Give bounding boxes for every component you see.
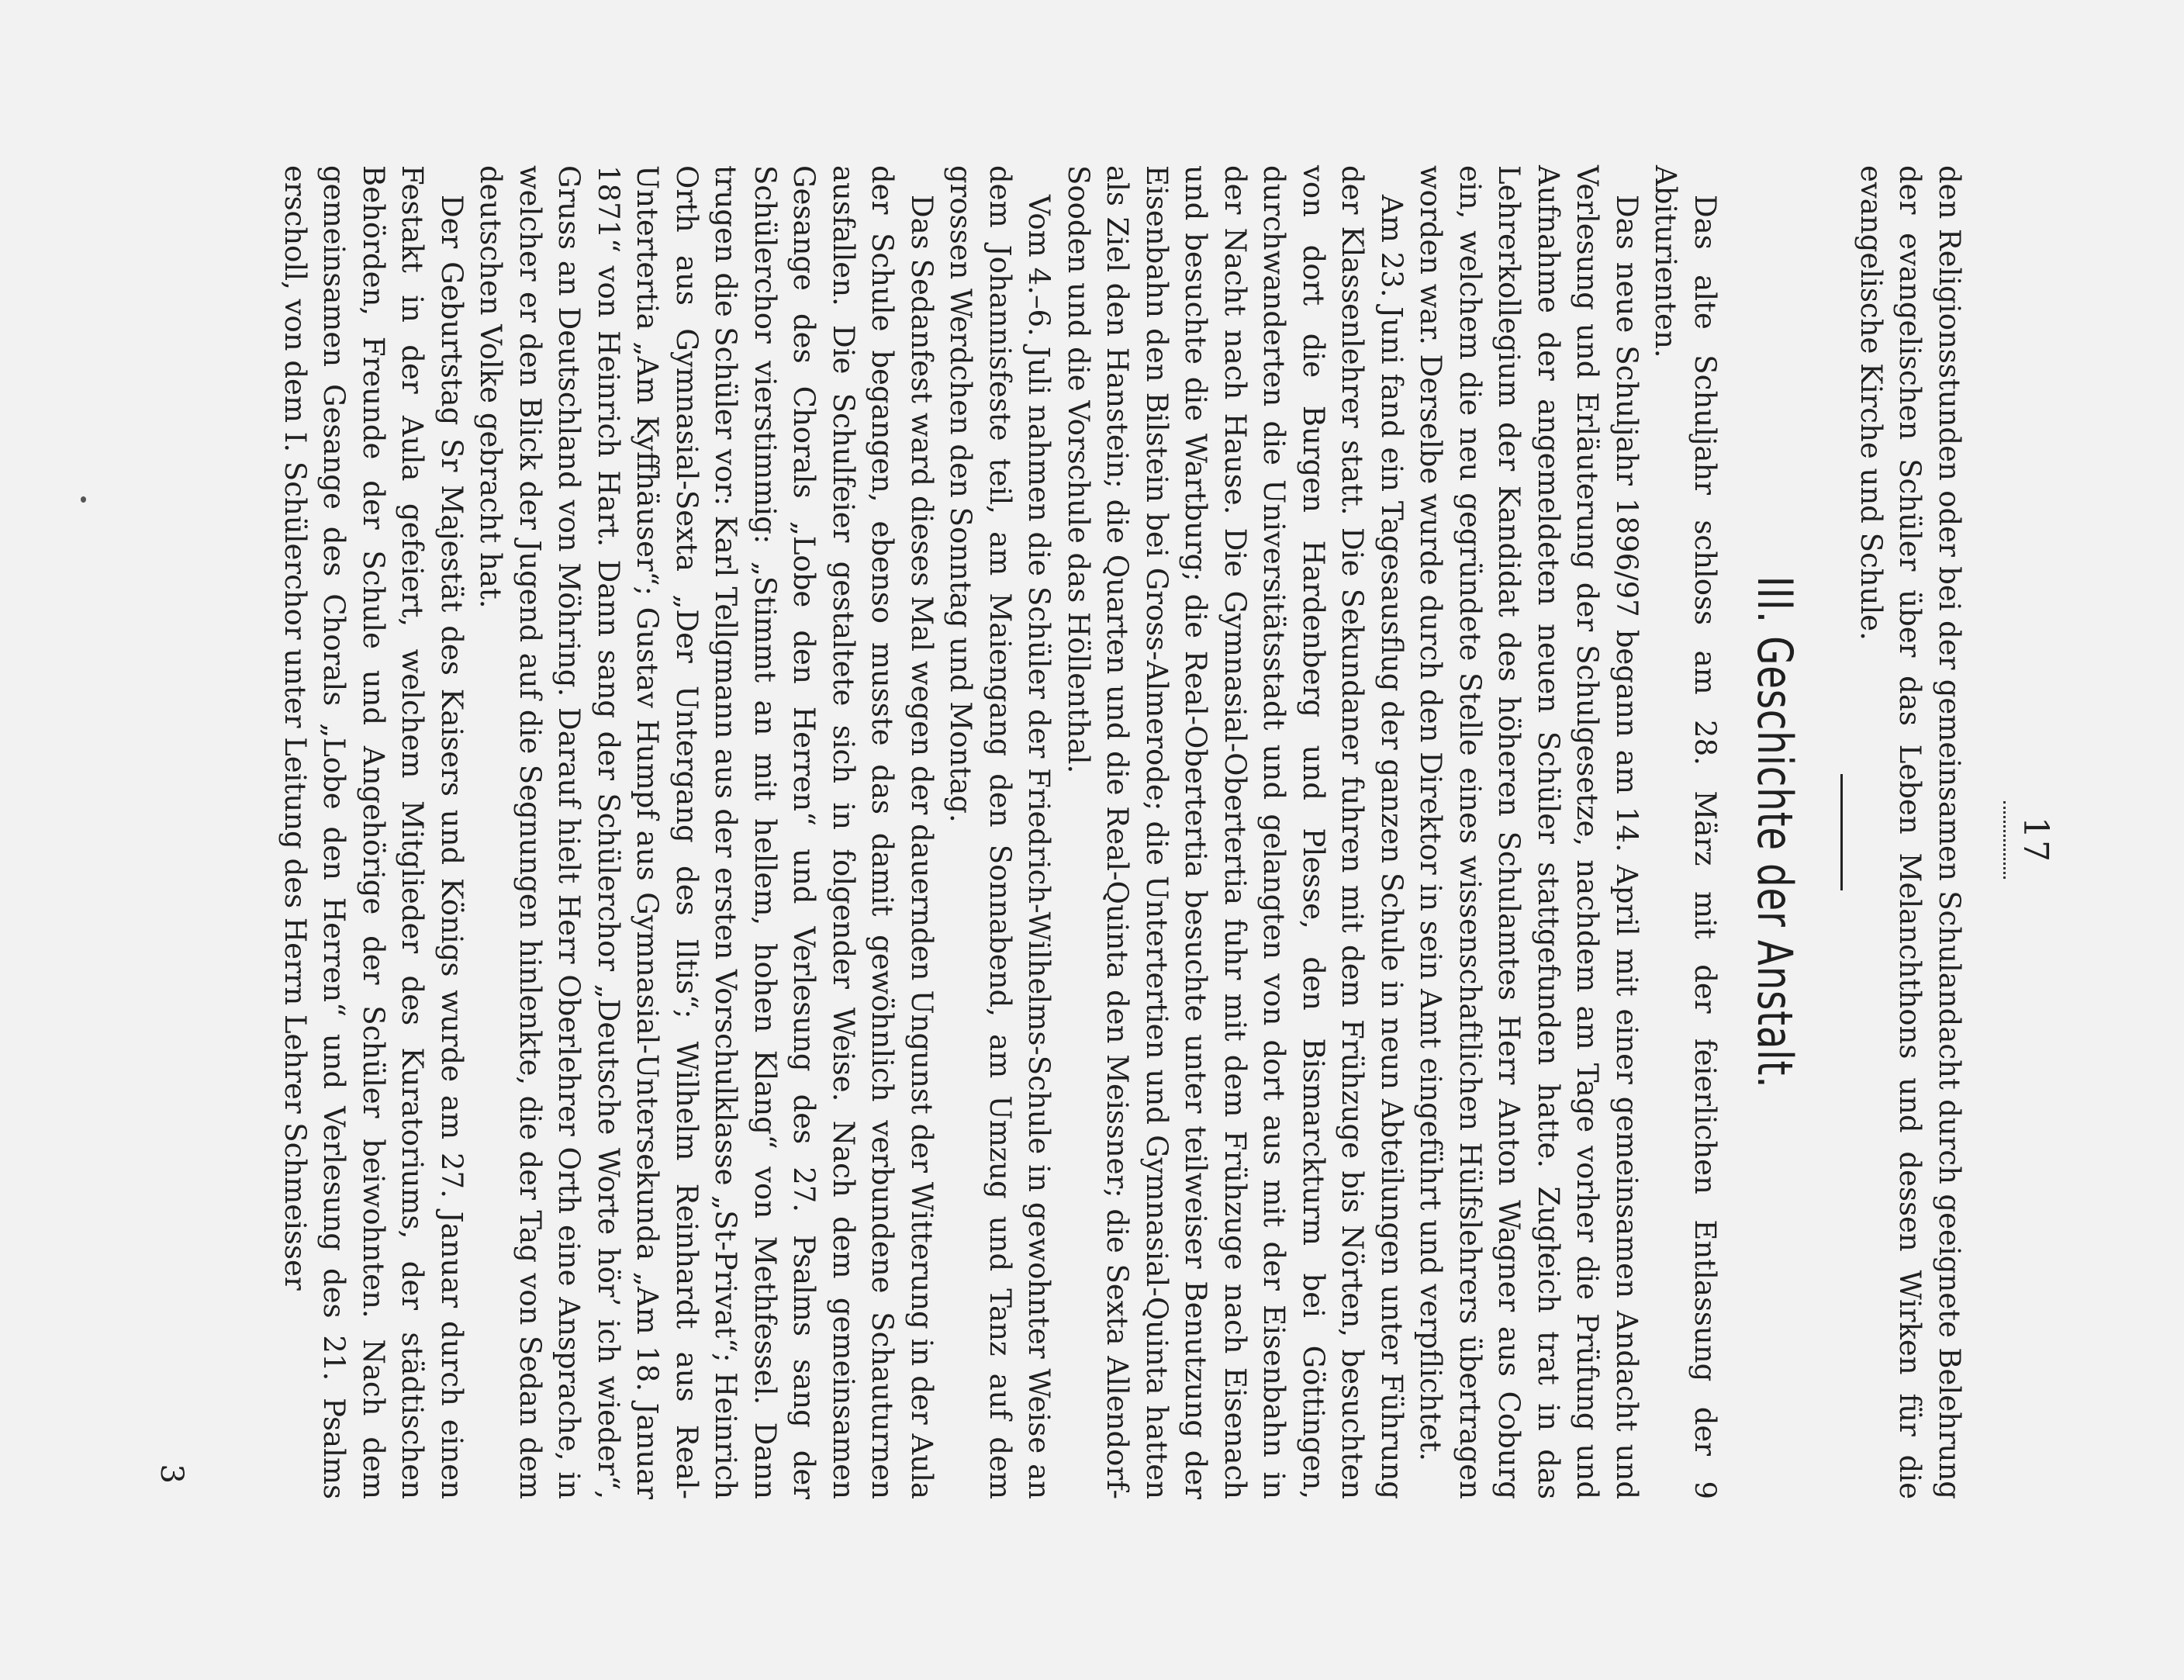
dust-speck (81, 496, 86, 503)
paragraph: den Religionsstunden oder bei der gemeinsamen Schulandacht durch geeignete Belehrung der evangelischen Schüler über das Leben Melanchthons und dessen Wirken für die evangelische Kirche und Schule. (1854, 165, 1966, 1499)
paragraph: Vom 4.–6. Juli nahmen die Schüler der Friedrich-Wilhelms-Schule in gewohnter Weise an dem Johannisfeste teil, am Maiengang den Sonnabend, am Umzug und Tanz auf dem grossen Werdchen den Sonntag und Montag. (944, 165, 1056, 1499)
section-heading: III. Geschichte der Anstalt. (1747, 576, 1804, 1089)
header-ornament (1999, 801, 2006, 879)
sheet-signature: 3 (154, 1464, 189, 1484)
paragraph: Das Sedanfest ward dieses Mal wegen der dauernden Ungunst der Witterung in der Aula der Schule begangen, ebenso musste das damit gewöhnlich verbundene Schauturnen ausfallen. Die Schulfeier gestaltete sich in folgender Weise. Nach dem gemeinsamen Gesange des Chorals „Lobe den Herren“ und Verlesung des 27. Psalms sang der Schülerchor vierstimmig: „Stimmt an mit hellem, hohen Klang“ von Methfessel. Dann trugen die Schüler vor: Karl Tellgmann aus der ersten Vorschulklasse „St-Privat“; Heinrich Orth aus Gymnasial-Sexta „Der Untergang des Iltis“; Wilhelm Reinhardt aus Real-Untertertia „Am Kyffhäuser“; Gustav Humpf aus Gymnasial-Untersekunda „Am 18. Januar 1871“ von Heinrich Hart. Dann sang der Schülerchor „Deutsche Worte hör’ ich wieder“, Gruss an Deutschland von Möhring. Darauf hielt Herr Oberlehrer Orth eine Ansprache, in welcher er den Blick der Jugend auf die Segnungen hinlenkte, die der Tag von Sedan dem deutschen Volke gebracht hat. (474, 165, 938, 1499)
paragraph: Das neue Schuljahr 1896/97 begann am 14. April mit einer gemeinsamen Andacht und Verlesung und Erläuterung der Schulgesetze, nachdem am Tage vorher die Prüfung und Aufnahme der angemeldeten neuen Schüler stattgefunden hatte. Zugleich trat in das Lehrerkollegium der Kandidat des höheren Schulamtes Herr Anton Wagner aus Coburg ein, welchem die neu gegründete Stelle eines wissenschaftlichen Hülfslehrers übertragen worden war. Derselbe wurde durch den Direktor in sein Amt eingeführt und verpflichtet. (1414, 165, 1643, 1499)
page-content (107, 103, 2077, 1577)
paragraph: Der Geburtstag Sr Majestät des Kaisers und Königs wurde am 27. Januar durch einen Festakt in der Aula gefeiert, welchem Mitglieder des Kuratoriums, der städtischen Behörden, Freunde der Schule und Angehörige der Schüler beiwohnten. Nach dem gemeinsamen Gesange des Chorals „Lobe den Herren“ und Verlesung des 21. Psalms erscholl, von dem I. Schülerchor unter Leitung des Herrn Lehrer Schmeisser (278, 165, 468, 1499)
paragraph: Das alte Schuljahr schloss am 28. März mit der feierlichen Entlassung der 9 Abiturienten. (1649, 165, 1722, 1499)
page-header (1992, 103, 2077, 1577)
section-rule (1841, 774, 1844, 890)
paragraph: Am 23. Juni fand ein Tagesausflug der ganzen Schule in neun Abteilungen unter Führung der Klassenlehrer statt. Die Sekundaner fuhren mit dem Frühzuge bis Nörten, besuchten von dort die Burgen Hardenberg und Plesse, den Bismarckturm bei Göttingen, durchwanderten die Universitätsstadt und gelangten von dort aus mit der Eisenbahn in der Nacht nach Hause. Die Gymnasial-Obertertia fuhr mit dem Frühzuge nach Eisenach und besuchte die Wartburg; die Real-Obertertia besuchte unter teilweiser Benutzung der Eisenbahn den Bilstein bei Gross-Almerode; die Untertertien und Gymnasial-Quinta hatten als Ziel den Hanstein; die Quarten und die Real-Quinta den Meissner; die Sexta Allendorf-Sooden und die Vorschule das Höllenthal. (1062, 165, 1408, 1499)
page-number: 17 (2016, 817, 2055, 863)
text-body (275, 165, 1969, 1499)
